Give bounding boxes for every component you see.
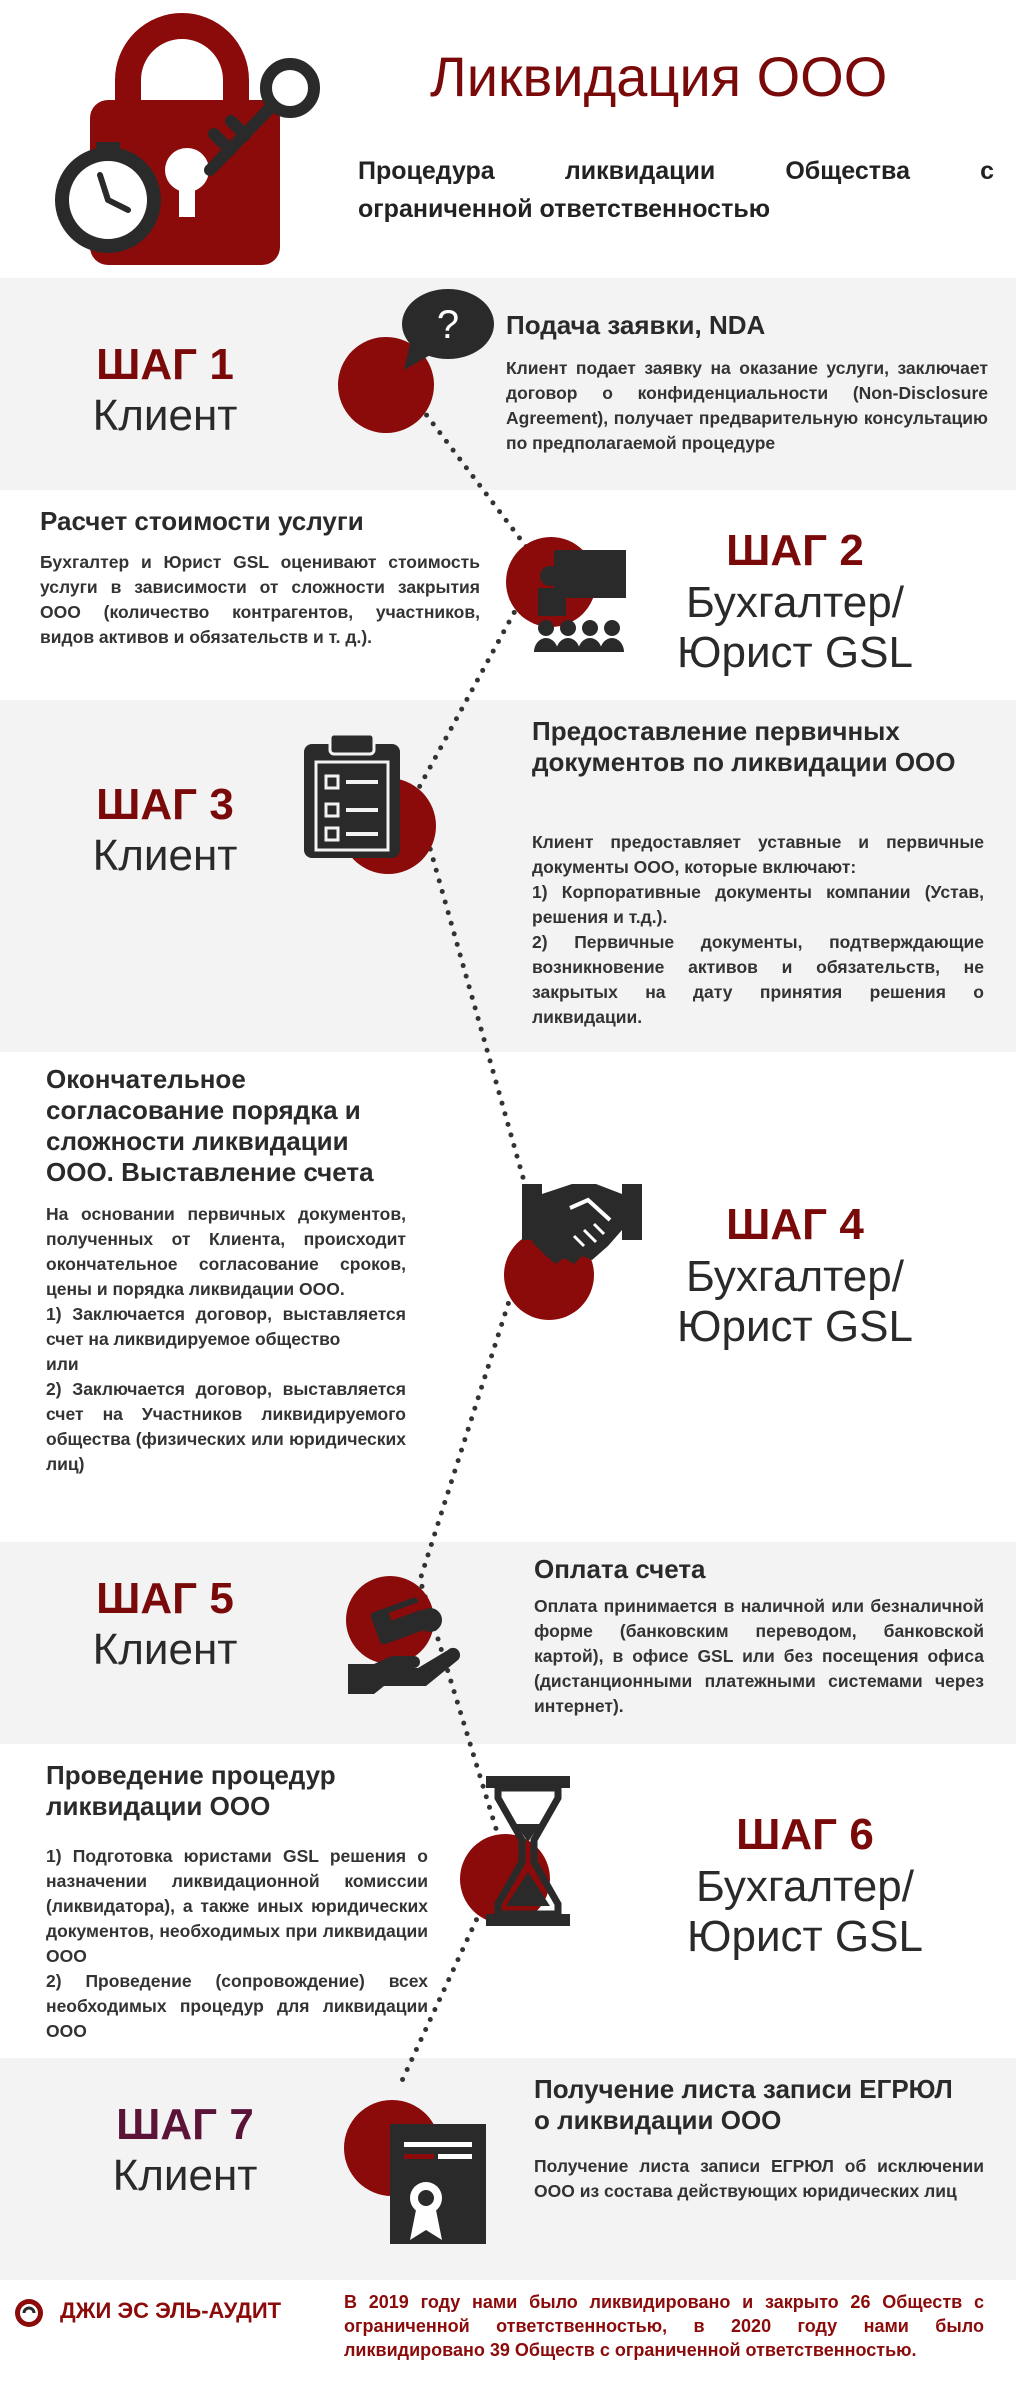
step3-text-intro: Клиент предоставляет уставные и первичные документы ООО, которые включают: [532, 832, 984, 877]
brand-logo-icon [14, 2298, 44, 2328]
step5-label: ШАГ 5 [96, 1574, 234, 1623]
step3-text-item2: 2) Первичные документы, подтверждающие возникновение активов и обязательств, не закрытых на дату принятия решения о ликвидации. [532, 932, 984, 1027]
step6-heading: Проведение процедур ликвидации ООО [46, 1760, 336, 1821]
step4-text-intro: На основании первичных документов, полученных от Клиента, происходит окончательное согласование сроков, цены и порядка ликвидации ООО. [46, 1204, 406, 1299]
step3-role: Клиент [92, 831, 238, 880]
step1-role: Клиент [92, 391, 238, 440]
step3-text-item1: 1) Корпоративные документы компании (Устав, решения и т.д.). [532, 882, 984, 927]
question-bubble-icon [398, 288, 494, 372]
step3-heading: Предоставление первичных документов по ликвидации ООО [532, 716, 956, 777]
step1-text: Клиент подает заявку на оказание услуги, заключает договор о конфиденциальности (Non-Disclosure Agreement), получает предварительную консультацию по предполагаемой процедуре [506, 358, 988, 453]
step5-text: Оплата принимается в наличной или безналичной форме (банковским переводом, банковской картой), в офисе GSL или без посещения офиса (дистанционными платежными системами через интернет). [534, 1596, 984, 1716]
step1-heading: Подача заявки, NDA [506, 310, 766, 340]
hourglass-icon [486, 1776, 570, 1926]
step3-text [532, 830, 984, 1030]
brand-name: ДЖИ ЭС ЭЛЬ-АУДИТ [60, 2298, 282, 2323]
payment-hand-icon [344, 1582, 472, 1694]
step2-text: Бухгалтер и Юрист GSL оценивают стоимость услуги в зависимости от сложности закрытия ООО (количество контрагентов, участников, видов активов и обязательств и т. д.). [40, 552, 480, 647]
step6-role-line1: Бухгалтер/ [696, 1862, 914, 1911]
step4-text-item1: 1) Заключается договор, выставляется счет на ликвидируемое общество [46, 1304, 406, 1349]
step4-text-item2: 2) Заключается договор, выставляется счет на Участников ликвидируемого общества (физических или юридических лиц) [46, 1379, 406, 1474]
step7-heading: Получение листа записи ЕГРЮЛ о ликвидации ООО [534, 2074, 953, 2135]
page-title: Ликвидация ООО [430, 45, 888, 108]
certificate-icon [390, 2124, 486, 2252]
step7-text: Получение листа записи ЕГРЮЛ об исключении ООО из состава действующих юридических лиц [534, 2156, 984, 2201]
step7-label: ШАГ 7 [116, 2100, 254, 2149]
step3-label: ШАГ 3 [96, 780, 234, 829]
step4-role-line1: Бухгалтер/ [686, 1252, 904, 1301]
step2-heading: Расчет стоимости услуги [40, 506, 364, 536]
step4-heading: Окончательное согласование порядка и сложности ликвидации ООО. Выставление счета [46, 1064, 374, 1187]
step1-label: ШАГ 1 [96, 340, 234, 389]
step2-role-line1: Бухгалтер/ [686, 578, 904, 627]
step4-text-or: или [46, 1354, 79, 1374]
handshake-icon [518, 1178, 646, 1278]
step4-label: ШАГ 4 [726, 1200, 864, 1249]
footer-text: В 2019 году нами было ликвидировано и закрыто 26 Обществ с ограниченной ответственностью, в 2020 году нами было ликвидировано 39 Обществ с ограниченной ответственностью. [344, 2292, 984, 2360]
step6-text-item2: 2) Проведение (сопровождение) всех необходимых процедур для ликвидации ООО [46, 1971, 428, 2041]
step7-role: Клиент [112, 2151, 258, 2200]
step2-label: ШАГ 2 [726, 526, 864, 575]
step5-heading: Оплата счета [534, 1554, 706, 1584]
step2-role-line2: Юрист GSL [677, 628, 913, 677]
subtitle-line-1: Процедура ликвидации Общества с [358, 157, 994, 185]
clipboard-icon [300, 732, 404, 860]
step4-role-line2: Юрист GSL [677, 1302, 913, 1351]
subtitle-line-2: ограниченной ответственностью [358, 195, 771, 223]
svg-text:?: ? [436, 303, 460, 347]
step4-text [46, 1202, 406, 1477]
presentation-icon [528, 546, 630, 656]
step6-label: ШАГ 6 [736, 1810, 874, 1859]
step5-role: Клиент [92, 1625, 238, 1674]
step6-text [46, 1844, 428, 2044]
step6-role-line2: Юрист GSL [687, 1912, 923, 1961]
step6-text-item1: 1) Подготовка юристами GSL решения о назначении ликвидационной комиссии (ликвидатора), а также иных юридических документов, необходимых при ликвидации ООО [46, 1846, 428, 1966]
